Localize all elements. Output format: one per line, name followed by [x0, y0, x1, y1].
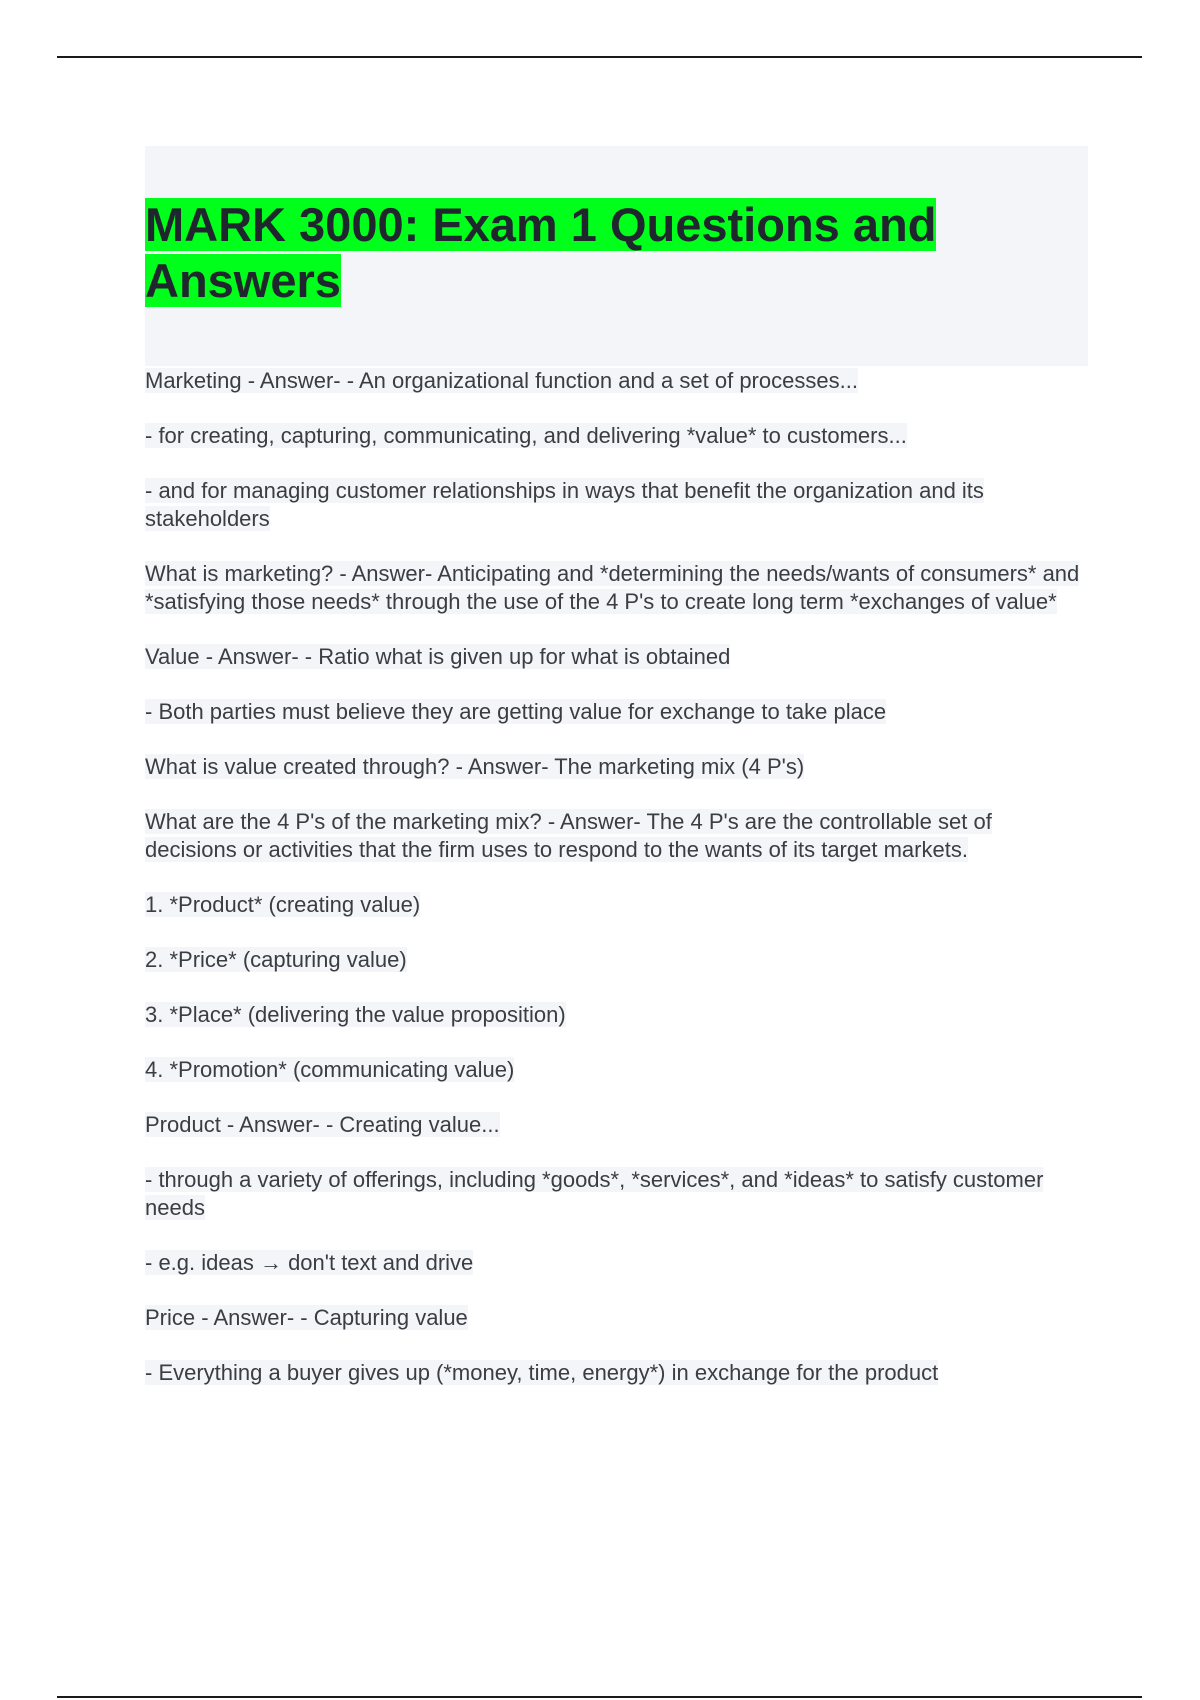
paragraph: Price - Answer- - Capturing value — [145, 1305, 468, 1330]
document-body — [145, 367, 1085, 1414]
document-title — [145, 197, 975, 309]
paragraph: What is value created through? - Answer- The marketing mix (4 P's) — [145, 754, 805, 779]
list-item: 1. *Product* (creating value) — [145, 892, 421, 917]
paragraph: - Both parties must believe they are getting value for exchange to take place — [145, 699, 887, 724]
paragraph: Product - Answer- - Creating value... — [145, 1112, 500, 1137]
bottom-rule — [57, 1696, 1142, 1698]
paragraph: - e.g. ideas → don't text and drive — [145, 1250, 474, 1275]
paragraph: - and for managing customer relationships in ways that benefit the organization and its stakeholders — [145, 478, 984, 531]
title-highlight: MARK 3000: Exam 1 Questions and Answers — [145, 198, 937, 307]
paragraph: What is marketing? - Answer- Anticipating and *determining the needs/wants of consumers* and *satisfying those needs* through the use of the 4 P's to create long term *exchanges of value* — [145, 561, 1080, 614]
paragraph: - for creating, capturing, communicating, and delivering *value* to customers... — [145, 423, 907, 448]
list-item: 3. *Place* (delivering the value proposition) — [145, 1002, 566, 1027]
list-item: 4. *Promotion* (communicating value) — [145, 1057, 515, 1082]
paragraph: - through a variety of offerings, including *goods*, *services*, and *ideas* to satisfy customer needs — [145, 1167, 1044, 1220]
top-rule — [57, 56, 1142, 58]
paragraph: What are the 4 P's of the marketing mix? - Answer- The 4 P's are the controllable set of decisions or activities that the firm uses to respond to the wants of its target markets. — [145, 809, 992, 862]
paragraph: - Everything a buyer gives up (*money, time, energy*) in exchange for the product — [145, 1360, 939, 1385]
list-item: 2. *Price* (capturing value) — [145, 947, 407, 972]
paragraph: Value - Answer- - Ratio what is given up for what is obtained — [145, 644, 731, 669]
paragraph: Marketing - Answer- - An organizational function and a set of processes... — [145, 368, 858, 393]
